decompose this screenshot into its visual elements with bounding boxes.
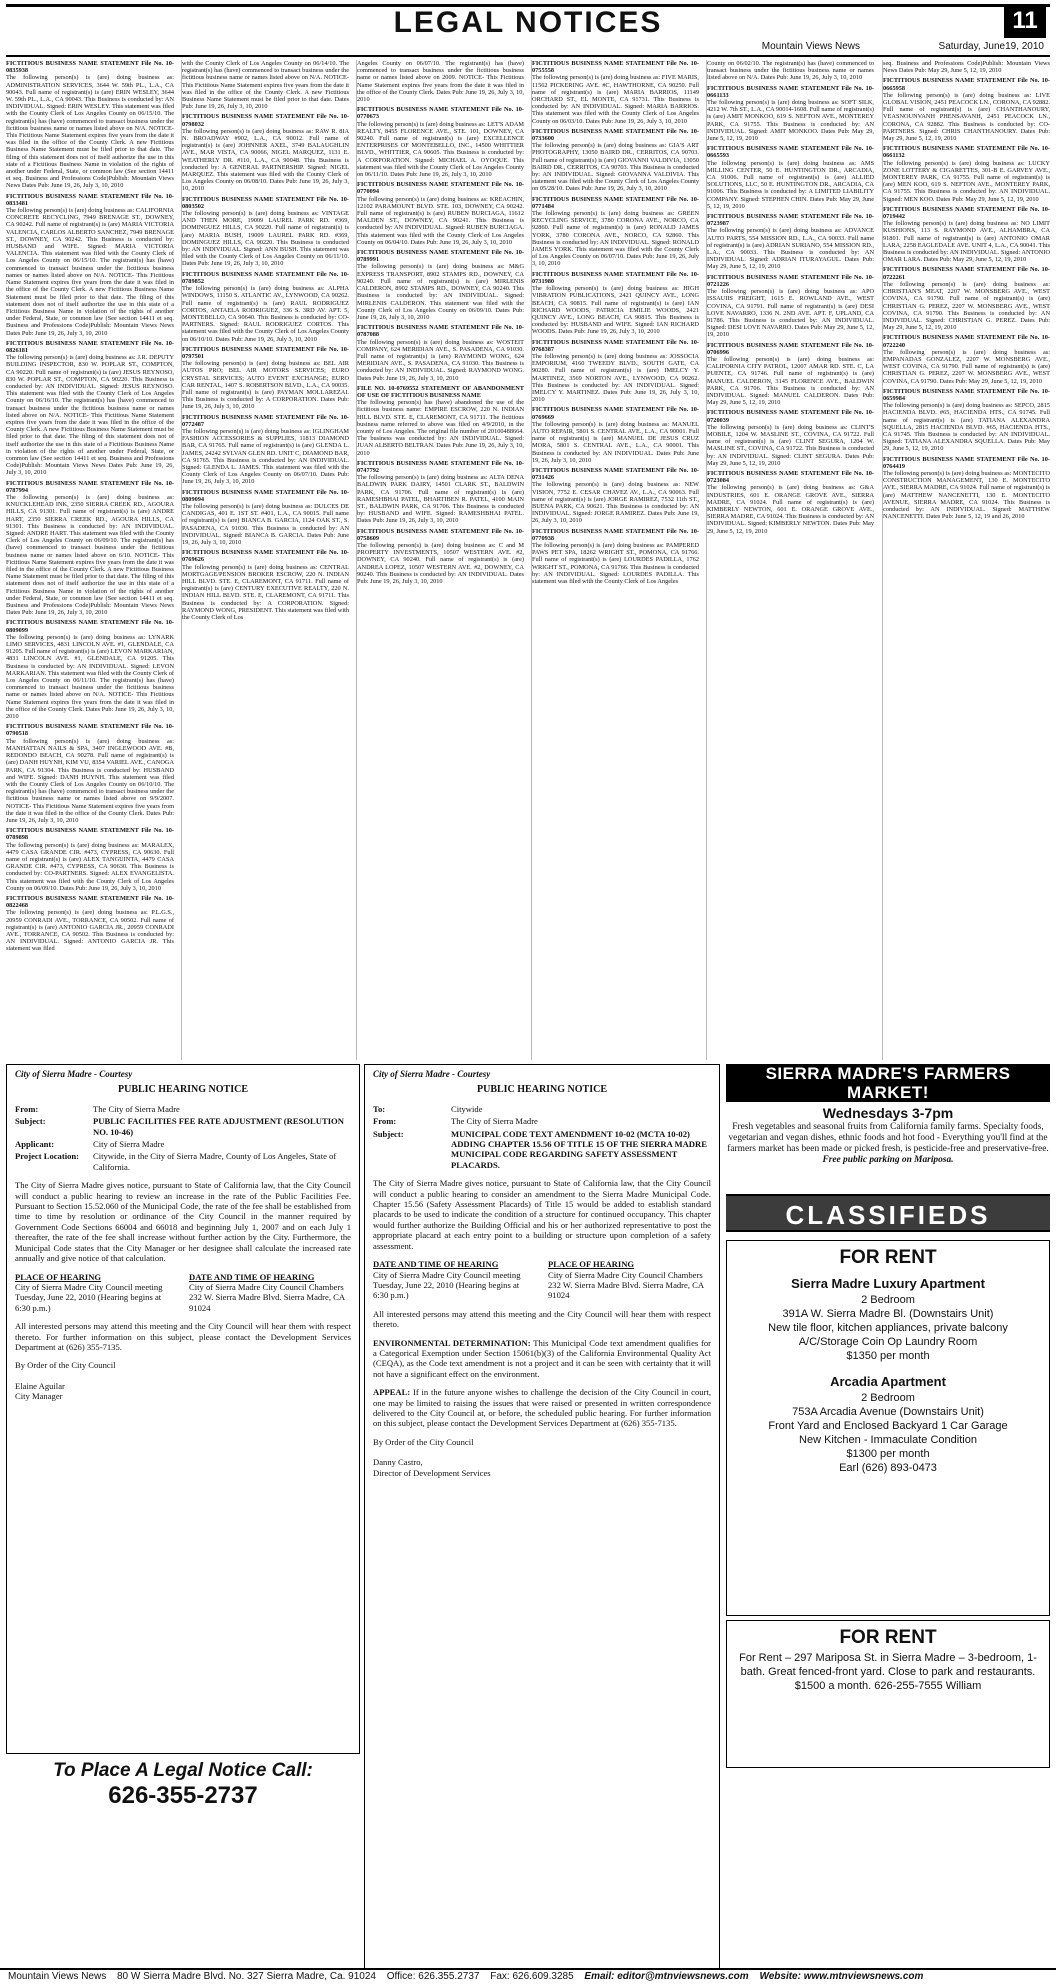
signature-name: Danny Castro,: [373, 1457, 423, 1468]
legal-notice: [883, 266, 1050, 331]
notice-body: The following person(s) is (are) doing business as: LUCKY ZONE LOTTERY & CIGARETTES, 301-B E. GARVEY AVE., MONTEREY PARK, CA 91755. Full name of registrant(s) is (are) MEN KOO, 619 S. NEFTON AVE., MONTEREY PARK, CA 91755. This Business is conducted by: AN INDIVIDUAL. Signed: MEN KOO. Dates Pub: May 29, June 5, 12, 19, 2010: [883, 159, 1050, 203]
notice-heading: FICTITIOUS BUSINESS NAME STATEMENT File No. 10-0768387: [532, 338, 699, 353]
hearing-row-value: The City of Sierra Madre: [93, 1103, 180, 1114]
notice-heading: FICTITIOUS BUSINESS NAME STATEMENT File No. 10-0764419: [883, 455, 1050, 470]
hearing-row-value: Citywide: [451, 1103, 483, 1114]
notice-body: The following person(s) is (are) doing business as: G&A INDUSTRIES, 601 E. ORANGE GROVE AVE., SIERRA MADRE, CA 91024. Full name of registrant(s) is (are) KIMBERLY NEWTON, 601 E. ORANGE GROVE AVE., SIERRA MADRE, CA 91024. This Business is conducted by: AN INDIVIDUAL. Signed: KIMBERLY NEWTON. Dates Pub: May 29, June 5, 12, 19, 2010: [707, 484, 874, 535]
rental-ad-apartments: [726, 1240, 1050, 1616]
notice-heading: FICTITIOUS BUSINESS NAME STATEMENT File No. 10-0803502: [182, 195, 349, 210]
appeal-text: If in the future anyone wishes to challenge the decision of the City Council in court, one may be limited to raising the issues that were raised or presented in written correspondence delivered to the City Council at, or before, the scheduled public hearing. For further information on this subject, please contact the Development Services Department at (626) 355-7135.: [373, 1387, 711, 1429]
hearing-rows: [15, 1104, 351, 1172]
notice-body: The following person(s) is (are) doing business as: J.R. DEPUTY BUILDING INSPECTOR, 830 W. POPLAR ST., COMPTON, CA 90220. Full name of registrant(s) is (are) JESUS REYNOSO, 830 W. POPLAR ST., COMPTON, CA 90220. This Business is conducted by: AN INDIVIDUAL. Signed: JESUS REYNOSO. This statement was filed with the County Clerk of Los Angeles County on 06/16/10. The registrant(s) has (have) commenced to transact business under the fictitious business name or names listed above on N/A. NOTICE- This Fictitious Name Statement expires five years from the date it was filed in the office of the County Clerk. A new Fictitious Business Name Statement must be filed prior to that date. The filing of this statement does not of itself authorize the use in this state of a Fictitious Business Name in violation of the rights of another under Federal, State, or common law (See section 14411 et seq. Business and Professions Code)Publish: Mountain Views News Dates Pub: June 19, 26, July 3, 10, 2010: [6, 354, 174, 477]
legal-notice: [182, 549, 349, 621]
hearing-order: By Order of the City Council: [15, 1360, 116, 1371]
notice-heading: FICTITIOUS BUSINESS NAME STATEMENT File No. 10-0720039: [707, 409, 874, 424]
masthead: [0, 0, 1056, 40]
date-label: DATE AND TIME OF HEARING: [189, 1271, 315, 1282]
notice-heading: FICTITIOUS BUSINESS NAME STATEMENT File No. 10-0722240: [883, 334, 1050, 349]
legal-notice: [707, 145, 874, 210]
notice-heading: FICTITIOUS BUSINESS NAME STATEMENT File No. 10-0826181: [6, 339, 174, 354]
notice-body: The following person(s) is (are) doing business as: GIA'S ART PHOTOGRAPHY, 13050 BAIRD DR., CERRITOS, CA 90703. Full name of registrant(s) is (are) GIOVANNI VALDIVIA, 13050 BAIRD DR., CERRITOS, CA 90703. This Business is conducted by: AN INDIVIDUAL. Signed: GIOVANNA VALDIVIA. This statement was filed with the County Clerk of Los Angeles County on 05/28/10. Dates Pub: June 19, 26, July 3, 10, 2010: [532, 142, 699, 193]
notice-body: The following person(s) is (are) doing business as: SOFT SILK, 4212 W. 7th ST., L.A., CA 90014-1608. Full name of registrant(s) is (are) AMIT MONKOO, 619 S. NEFTON AVE., MONTEREY PARK, CA 91755. This Business is conducted by: AN INDIVIDUAL. Signed: AMIT MONKOO. Dates Pub: May 29, June 5, 12, 19, 2010: [707, 99, 874, 143]
notice-heading: FICTITIOUS BUSINESS NAME STATEMENT File No. 10-0659984: [883, 387, 1050, 402]
notice-heading: FICTITIOUS BUSINESS NAME STATEMENT File No. 10-0770938: [532, 527, 699, 542]
ad-line: New Kitchen - Immaculate Condition: [799, 1434, 977, 1446]
notice-body: The following person(s) is (are) doing business as: IGLINGHAM FASHION ACCESSORIES & SUPPLIES, 11813 DIAMOND BAR, CA 91765. Full name of registrant(s) is (are) GLENDA L. JAMES, 24242 SYLVAN GLEN RD. UNIT C, DIAMOND BAR, CA 91765. This Business is conducted by: AN INDIVIDUAL. Signed: GLENDA L. JAMES. This statement was filed with the County Clerk of Los Angeles County on 06/07/10. Dates Pub: June 19, 26, July 3, 10, 2010: [182, 427, 349, 486]
notice-heading: FICTITIOUS BUSINESS NAME STATEMENT File No. 10-0771484: [532, 195, 699, 210]
classifieds-banner: CLASSIFIEDS: [726, 1194, 1050, 1232]
hearing-row-key: Applicant:: [15, 1139, 55, 1150]
legal-notice: [357, 249, 524, 321]
notice-body: The following person(s) is (are) doing business as: KREACHIN, 12102 PARAMOUNT BLVD. STE. 103, DOWNEY, CA 90242. Full name of registrant(s) is (are) RUBEN BURCIAGA, 11612 MALDEN ST., DOWNEY, CA 90241. This Business is conducted by: AN INDIVIDUAL. Signed: RUBEN BURCIAGA. This statement was filed with the County Clerk of Los Angeles County on 06/04/10. Dates Pub: June 19, 26, July 3, 10, 2010: [357, 195, 524, 246]
notice-heading: FICTITIOUS BUSINESS NAME STATEMENT File No. 10-0661132: [883, 145, 1050, 160]
notice-body: The following person(s) is (are) doing business as: ADVANCE AUTO PARTS, 554 MISSION RD., L.A., CA 90033. Full name of registrant(s) is (are) ADRIAN SURIANO, 554 MISSION RD., L.A., CA 90033. This Business is conducted by: AN INDIVIDUAL. Signed: ADRIAN ITURAYAGUL. Dates Pub: May 29, June 5, 12, 19, 2010: [707, 227, 874, 271]
hearing-row-key: Subject:: [15, 1116, 46, 1127]
market-hours: Wednesdays 3-7pm: [822, 1105, 954, 1121]
farmers-market-banner: [726, 1064, 1050, 1102]
notice-heading: FICTITIOUS BUSINESS NAME STATEMENT File No. 10-0733600: [532, 127, 699, 143]
ad-line: Earl (626) 893-0473: [839, 1462, 937, 1474]
notice-heading: FICTITIOUS BUSINESS NAME STATEMENT File No. 10-0789852: [182, 270, 349, 285]
masthead-subbar: [0, 41, 1056, 57]
notice-heading: FICTITIOUS BUSINESS NAME STATEMENT File No. 10-0770673: [357, 106, 524, 121]
legal-notice: [6, 895, 174, 953]
legal-notice: [357, 60, 524, 103]
hearing-row: [373, 1104, 711, 1114]
ad-line: $1350 per month: [846, 1350, 930, 1362]
hearing-row-key: Subject:: [373, 1128, 404, 1139]
legal-notice: [182, 196, 349, 268]
legal-notice: [182, 414, 349, 486]
legal-notice: [532, 271, 699, 336]
notice-heading: FICTITIOUS BUSINESS NAME STATEMENT File No. 10-0665593: [707, 145, 874, 160]
footer-fax: Fax: 626.609.3285: [490, 1971, 574, 1982]
notice-heading: FICTITIOUS BUSINESS NAME STATEMENT File No. 10-0789898: [6, 827, 174, 842]
notice-body: The following person(s) is (are) doing business as: EMPANADAS GONZALEZ, 2207 W. MONSBERG AVE., WEST COVINA, CA 91790. Full name of registrant(s) is (are) CHRISTIAN G. PEREZ, 2207 W. MONSBERG AVE., WEST COVINA, CA 91790. Dates Pub: May 29, June 5, 12, 19, 2010: [883, 348, 1050, 385]
notice-heading: FICTITIOUS BUSINESS NAME STATEMENT File No. 10-0809099: [6, 619, 174, 634]
notice-heading: FILE NO. 10-0769552 STATEMENT OF ABANDONMENT OF USE OF FICTITIOUS BUSINESS NAME: [357, 384, 524, 399]
notice-body: The following person(s) is (are) doing business as: CLINT'S MOBILE, 1204 W. MASLINE ST., COVINA, CA 91722. Full name of registrant(s) is (are) CLINT SEGURA, 1204 W. MASLINE ST., COVINA, CA 91722. This Business is conducted by: AN INDIVIDUAL. Signed: CLINT SEGURA. Dates Pub: May 29, June 5, 12, 19, 2010: [707, 423, 874, 467]
notice-heading: FICTITIOUS BUSINESS NAME STATEMENT File No. 10-0769669: [532, 406, 699, 421]
ad-line: 2 Bedroom: [861, 1294, 915, 1306]
signature-name: Elaine Aguilar: [15, 1380, 65, 1391]
legal-notice: [357, 528, 524, 586]
notice-body: The following person(s) is (are) doing business as: P.L.G.S., 20959 CONRADI AVE., TORRANCE, CA 90502. Full name of registrant(s) is (are) ANTONIO GARCIA JR., 20959 CONRADI AVE., TORRANCE, CA 90502. This Business is conducted by: AN INDIVIDUAL. Signed: ANTONIO GARCIA JR. This statement was filed: [6, 909, 174, 953]
place-of-hearing: [15, 1272, 177, 1314]
notice-heading: FICTITIOUS BUSINESS NAME STATEMENT File No. 10-0835938: [6, 60, 174, 75]
hearing-row: [15, 1139, 351, 1149]
hearing-rows: [373, 1104, 711, 1170]
notice-body: The following person(s) is (are) doing business as: NO LIMIT KUSHIONS, 113 S. RAYMOND AVE., ALHAMBRA, CA 91801. Full name of registrant(s) is (are) ANTONIO OMAR LARA, 2258 EAGLEDALE AVE. UNIT 4, L.A., CA 90041. This Business is conducted by: AN INDIVIDUAL. Signed: ANTONIO OMAR LARA. Dates Pub: May 29, June 5, 12, 19, 2010: [883, 220, 1050, 264]
appeal: [373, 1387, 711, 1429]
notice-body: The following person(s) is (are) doing business as: GREEN RECYCLING SERVICE, 3780 CORONA AVE., NORCO, CA 92860. Full name of registrant(s) is (are) RONALD JAMES YORK, 3780 CORONA AVE., NORCO, CA 92860. This Business is conducted by: AN INDIVIDUAL. Signed: RONALD JAMES YORK. This statement was filed with the County Clerk of Los Angeles County on 06/07/10. Dates Pub: June 19, 26, July 3, 10, 2010: [532, 210, 699, 268]
notice-heading: FICTITIOUS BUSINESS NAME STATEMENT File No. 10-0770094: [357, 181, 524, 196]
page-number: 11: [1004, 4, 1046, 38]
place-notice-phone: 626-355-2737: [108, 1782, 258, 1809]
notice-column-2: [181, 60, 349, 1060]
courtesy-label: City of Sierra Madre - Courtesy: [15, 1069, 133, 1079]
notice-column-4: [531, 60, 699, 1060]
legal-notice: [707, 409, 874, 467]
page-title: LEGAL NOTICES: [393, 6, 663, 39]
legal-notice: [707, 213, 874, 271]
legal-notice: [6, 827, 174, 892]
rental-ad-house: [726, 1620, 1050, 1768]
legal-notice: [532, 528, 699, 586]
date-of-hearing: [373, 1259, 536, 1301]
notice-columns: [6, 60, 1050, 1060]
notice-body: The following person(s) is (are) doing business as: SEPCO, 2815 HACIENDA BLVD. #65, HACIENDA HTS., CA 91745. Full name of registrant(s) is (are) TATIANA ALEXANDRA SQUELLA, 2815 HACIENDA BLVD. #65, HACIENDA HTS., CA 91745. This Business is conducted by: AN INDIVIDUAL. Signed: TATIANA ALEXANDRA SQUELLA. Dates Pub: May 29, June 5, 12, 19, 2010: [883, 402, 1050, 453]
legal-notice: [707, 85, 874, 143]
public-hearing-notice-fees: [6, 1064, 360, 1754]
place-legal-notice: [6, 1760, 360, 1834]
legal-notice: [532, 128, 699, 193]
notice-body: The following person(s) is (are) doing business as: ADMINISTRATION SERVICES, 3644 W. 59th PL., L.A., CA 90043. Full name of registrant(s) is (are) ERIN WESLEY, 3644 W. 59th PL., L.A., CA 90043. This Business is conducted by: AN INDIVIDUAL. Signed: ERIN WESLEY. This statement was filed with the County Clerk of Los Angeles County on 06/15/10. The registrant(s) has (have) commenced to transact business under the fictitious business name or names listed above on N/A. NOTICE- This Fictitious Name Statement expires five years from the date it was filed in the office of the County Clerk. A new Fictitious Business Name Statement must be filed prior to that date. The filing of this statement does not of itself authorize the use in this state of a Fictitious Business Name in violation of the rights of another under Federal, State, or common law (See section 14411 et seq. Business and Professions Code)Publish: Mountain Views News Dates Pub: June 19, 26, July 3, 10, 2010: [6, 74, 174, 190]
notice-heading: FICTITIOUS BUSINESS NAME STATEMENT File No. 10-0787994: [6, 479, 174, 494]
notice-heading: FICTITIOUS BUSINESS NAME STATEMENT File No. 10-0731980: [532, 270, 699, 285]
notice-column-1: [6, 60, 174, 1060]
ad-line: 391A W. Sierra Madre Bl. (Downstairs Unit): [782, 1308, 994, 1320]
ad-heading: FOR RENT: [839, 1247, 937, 1268]
notice-body: The following person(s) is (are) doing business as: CHRISTIAN'S MEAT, 2207 W. MONSBERG AVE., WEST COVINA, CA 91790. Full name of registrant(s) is (are) CHRISTIAN G. PEREZ, 2207 W. MONSBERG AVE., WEST COVINA, CA 91790. This Business is conducted by: AN INDIVIDUAL. Signed: CHRISTIAN G. PEREZ. Dates Pub: May 29, June 5, 12, 19, 2010: [883, 280, 1050, 332]
notice-body: The following person(s) is (are) doing business as: C and M PROPERTY INVESTMENTS, 10507 WESTERN AVE. #2, DOWNEY, CA 90240. Full name of registrant(s) is (are) ANDREA LOPEZ, 10507 WESTERN AVE. #2, DOWNEY, CA 90240. This Business is conducted by: AN INDIVIDUAL. Dates Pub: June 19, 26, July 3, 10, 2010: [357, 542, 524, 586]
hearing-row: [15, 1151, 351, 1172]
legal-notice: [6, 480, 174, 617]
date-lines: City of Sierra Madre City Council Chambers 232 W. Sierra Madre Blvd. Sierra Madre, CA 91024: [189, 1281, 345, 1313]
hearing-paragraph-2: All interested persons may attend this meeting and the City Council will hear them with respect thereto.: [373, 1308, 711, 1330]
legal-notice: [532, 60, 699, 125]
market-description: Fresh vegetables and seasonal fruits from California family farms. Specialty foods, vegetarian and vegan dishes, ethnic foods and hot food - Everything you'll find at the farmers market has been made or picked fresh, is pesticide-free and preservative-free.: [727, 1122, 1049, 1154]
notice-column-5: [706, 60, 874, 1060]
hearing-row: [373, 1116, 711, 1126]
ad-text: For Rent – 297 Mariposa St. in Sierra Madre – 3-bedroom, 1-bath. Great fenced-front yard. Close to park and restaurants. $1500 a month. 626-255-7555 William: [739, 1652, 1037, 1692]
notice-column-6: [882, 60, 1050, 1060]
hearing-row: [15, 1116, 351, 1137]
notice-heading: FICTITIOUS BUSINESS NAME STATEMENT File No. 10-0822468: [6, 894, 174, 910]
farmers-market-info: [726, 1104, 1050, 1194]
notice-heading: FICTITIOUS BUSINESS NAME STATEMENT File No. 10-0809094: [182, 488, 349, 503]
notice-heading: FICTITIOUS BUSINESS NAME STATEMENT File No. 10-0772487: [182, 413, 349, 428]
place-lines: City of Sierra Madre City Council meeting Tuesday, June 22, 2010 (Hearing begins at 6:30 p.m.): [15, 1281, 163, 1313]
legal-notice: [707, 60, 874, 82]
hearing-order: By Order of the City Council: [373, 1436, 474, 1447]
place-notice-text: To Place A Legal Notice Call:: [53, 1760, 313, 1781]
ad-heading: FOR RENT: [839, 1627, 937, 1648]
legal-notice: [707, 470, 874, 535]
notice-body: The following person(s) is (are) doing business as: KNUCKLEHEAD INK, 2350 SIERRA CREEK RD., AGOURA HILLS, CA 91301. Full name of registrant(s) is (are) ANDRE HART, 2350 SIERRA CREEK RD., AGOURA HILLS, CA 91301. This Business is conducted by: AN INDIVIDUAL. Signed: ANDRE HART. This statement was filed with the County Clerk of Los Angeles County on 06/09/10. The registrant(s) has (have) commenced to transact business under the fictitious business name or names listed above on 6/10. NOTICE- This Fictitious Name Statement expires five years from the date it was filed in the office of the County Clerk. A new Fictitious Business Name Statement must be filed prior to that date. The filing of this statement does not of itself authorize the use in this state of a Fictitious Business Name in violation of the rights of another under Federal, State, or common law (See section 14411 et seq. Business and Professions Code)Publish: Mountain Views News Dates Pub: June 19, 26, July 3, 10, 2010: [6, 493, 174, 617]
notice-heading: FICTITIOUS BUSINESS NAME STATEMENT File No. 10-0723987: [707, 213, 874, 228]
notice-heading: FICTITIOUS BUSINESS NAME STATEMENT File No. 10-0661133: [707, 84, 874, 99]
apartment-details: [731, 1293, 1045, 1363]
notice-body: The following person(s) is (are) doing business as: WOSTEIT COMPANY, 624 MERIDIAN AVE., S. PASADENA, CA 91030. Full name of registrant(s) is (are) RAYMOND WONG, 624 MERIDIAN AVE., S. PASADENA, CA 91030. This Business is conducted by: AN INDIVIDUAL. Signed: RAYMOND WONG. Dates Pub: June 19, 26, July 3, 10, 2010: [357, 338, 524, 382]
courtesy-label: City of Sierra Madre - Courtesy: [373, 1069, 491, 1079]
hearing-row-key: To:: [373, 1103, 386, 1114]
notice-body: The following person(s) is (are) doing business as: APO ISSAUIIS FREIGHT, 1615 E. ROWLAND AVE., WEST COVINA, CA 91791. Full name of registrant(s) is (are) DESI LOVE NAVARRO, 1336 N. 2ND AVE. APT. F, UPLAND, CA 91786. This Business is conducted by: AN INDIVIDUAL. Signed: DESI LOVE NAVARRO. Dates Pub: May 29, June 5, 12, 19, 2010: [707, 288, 874, 339]
ad-line: 2 Bedroom: [861, 1392, 915, 1404]
legal-notice: [532, 339, 699, 404]
page-footer: [0, 1968, 1056, 1985]
footer-paper: Mountain Views News: [8, 1971, 107, 1982]
notice-heading: FICTITIOUS BUSINESS NAME STATEMENT File No. 10-0833481: [6, 192, 174, 207]
notice-body: The following person(s) is (are) doing business as: VINTAGE AND THEN MORE, 19009 LAUREL PARK RD. #369, DOMINGUEZ HILLS, CA 90220. Full name of registrant(s) is (are) MARIA BUSH, 19009 LAUREL PARK RD. #369, DOMINGUEZ HILLS, CA 90220. This Business is conducted by: AN INDIVIDUAL. Signed: ANN BUSH. This statement was filed with the County Clerk of Los Angeles County on 06/11/10. Dates Pub: June 19, 26, July 3, 10, 2010: [182, 210, 349, 268]
notice-column-3: [356, 60, 524, 1060]
legal-notice: [357, 385, 524, 457]
notice-body: The following person(s) is (are) doing business as: ALTA DENA BALDWIN PARK DAIRY, 14501 CLARK ST., BALDWIN PARK, CA 91706. Full name of registrant(s) is (are) RAMESHBHAI PATEL, BHARTIBEN R. PATEL, 4100 MAIN ST., BALDWIN PARK, CA 91706. This Business is conducted by: HUSBAND and WIFE. Signed: RAMESHBHAI PATEL. Dates Pub: June 19, 26, July 3, 10, 2010: [357, 474, 524, 525]
footer-office: Office: 626.355.2737: [386, 1971, 480, 1982]
notice-heading: FICTITIOUS BUSINESS NAME STATEMENT File No. 10-0789991: [357, 249, 524, 264]
env-text: This Municipal Code text amendment qualifies for a Categorical Exemption under Section 15061(b)(3) of the California Environmental Quality Act (CEQA), as the Code text amendment is not a project and it can be seen with certainty that it will not have a significant effect on the environment.: [373, 1337, 711, 1379]
hearing-row-key: From:: [15, 1103, 39, 1114]
notice-body: The following person(s) is (are) doing business as: CENTRAL MORTGAGE/PENSION BROKER ESCROW, 220 N. INDIAN HILL BLVD. STE. E, CLAREMONT, CA 91711. Full name of registrant(s) is (are) CENTURY EXECUTIVE REALTY, 220 N. INDIAN HILL BLVD. STE. E, CLAREMONT, CA 91711. This Business is conducted by: A CORPORATION. Signed: RAYMOND WONG, PRESIDENT. This statement was filed with the County Clerk of Los: [182, 563, 349, 622]
legal-notice: [182, 489, 349, 547]
hearing-paragraph: The City of Sierra Madre gives notice, pursuant to State of California law, that the City Council will conduct a public hearing to consider an amendment to the Sierra Madre Municipal Code. Chapter 15.56 (Safety Assessment Placards) of Title 15 would be added to establish standard placards to be used to indicate the condition of a structure for continued occupancy. This chapter would further authorize the Building Official and his or her authorized representative to post the appropriate placard at each entry point to a building or structure upon completion of a safety assessment.: [373, 1178, 711, 1251]
place-label: PLACE OF HEARING: [548, 1259, 635, 1270]
notice-body: The following person(s) is (are) doing business as: CALIFORNIA CITY PATROL, 12007 AMAR RD. STE. C, LA PUENTE, CA 91746. Full name of registrant(s) is (are) MANUEL CALDERON, 3145 FLORENCE AVE., BALDWIN PARK, CA 91706. This Business is conducted by: AN INDIVIDUAL. Signed: MANUEL CALDERON. Dates Pub: May 29, June 5, 12, 19, 2010: [707, 355, 874, 407]
notice-heading: FICTITIOUS BUSINESS NAME STATEMENT File No. 10-0665958: [883, 77, 1050, 92]
apartment-details-2: [731, 1391, 1045, 1475]
notice-body: Angeles County on 06/07/10. The registrant(s) has (have) commenced to transact business under the fictitious business name or names listed above on 2009. NOTICE- This Fictitious Name Statement expires five years from the date it was filed in the office of the County Clerk. Dates Pub: June 19, 26, July 3, 10, 2010: [357, 60, 524, 104]
hearing-title: PUBLIC HEARING NOTICE: [476, 1084, 608, 1096]
legal-notice: [883, 77, 1050, 142]
notice-body: The following person(s) is (are) doing business as: LET'S ADAM REALTY, 8455 FLORENCE AVE., STE. 101, DOWNEY, CA 90240. Full name of registrant(s) is (are) EXCELLENCE ENTERPRISES OF MONTEBELLO, INC., 14500 WHITTIER BLVD., WHITTIER, CA 90605. This Business is conducted by: A CORPORATION. Signed: MICHAEL A. OYOQUE. This statement was filed with the County Clerk of Los Angeles County on 06/11/10. Dates Pub: June 19, 26, July 3, 10, 2010: [357, 120, 524, 179]
notice-body: The following person(s) is (are) doing business as: MANUEL AUTO REPAIR, 5801 S. CENTRAL AVE., L.A., CA 90001. Full name of registrant(s) is (are) MANUEL DE JESUS CRUZ MORA, 5801 S. CENTRAL AVE., L.A., CA 90001. This Business is conducted by: AN INDIVIDUAL. Dates Pub: June 19, 26, July 3, 10, 2010: [532, 420, 699, 464]
notice-body: The following person(s) is (are) doing business as: CALIFORNIA CONCRETE RECYCLING, 7949 BRENAGE ST., DOWNEY, CA 90242. Full name of registrant(s) is (are) MARIA VICTORIA VALENCIA, CARLOS ALBERTO SANCHEZ, 7949 BRENAGE ST., DOWNEY, CA 90242. This Business is conducted by: HUSBAND and WIFE. Signed: MARIA VICTORIA VALENCIA. This statement was filed with the County Clerk of Los Angeles County on 06/15/10. The registrant(s) has (have) commenced to transact business under the fictitious business names or names listed above on N/A. NOTICE- This Fictitious Name Statement expires five years from the date it was filed in the office of the County Clerk. A new Fictitious Business Name Statement must be filed prior to that date. The filing of this statement does not of itself authorize the use in this state of a Fictitious Business Name in violation of the rights of another under Federal, State, or common law (See section 14411 et seq. Business and Professions Code)Publish: Mountain Views News Dates Pub: June 19, 26, July 3, 10, 2010: [6, 207, 174, 337]
legal-notice: [883, 456, 1050, 521]
notice-heading: FICTITIOUS BUSINESS NAME STATEMENT File No. 10-0731426: [532, 466, 699, 482]
legal-notice: [532, 467, 699, 525]
notice-heading: FICTITIOUS BUSINESS NAME STATEMENT File No. 10-0797501: [182, 345, 349, 360]
place-label: PLACE OF HEARING: [15, 1271, 102, 1282]
notice-body: The following person(s) is (are) doing business as: LYNARK LIMO SERVICES, 4831 LINCOLN AVE. #1, GLENDALE, CA 91205. Full name of registrant(s) is (are) LEVON MARKARIAN, 4831 LINCOLN AVE. #1, GLENDALE, CA 91205. This Business is conducted by: AN INDIVIDUAL. Signed: LEVON MARKARIAN. This statement was filed with the County Clerk of Los Angeles County on 06/11/10. The registrant(s) has (have) commenced to transact business under the fictitious business name or names listed above on N/A. NOTICE- This Fictitious Name Statement expires five years from the date it was filed in the office of the County Clerk. Dates Pub: June 19, 26, July 3, 10, 2010: [6, 633, 174, 721]
paper-name: Mountain Views News: [761, 41, 860, 52]
hearing-row-value: PUBLIC FACILITIES FEE RATE ADJUSTMENT (RESOLUTION NO. 10-46): [93, 1116, 344, 1137]
place-of-hearing: [548, 1259, 711, 1301]
legal-notice: [883, 60, 1050, 74]
notice-body: The following person(s) is (are) doing business as: HIGH VIBRATION PUBLICATIONS, 2421 QUINCY AVE., LONG BEACH, CA 90815. Full name of registrant(s) is (are) IAN RICHARD WOODS, PATRICIA EMILIE WOODS, 2421 QUINCY AVE., LONG BEACH, CA 90815. This Business is conducted by: HUSBAND and WIFE. Signed: IAN RICHARD WOODS. Dates Pub: June 19, 26, July 3, 10, 2010: [532, 285, 699, 336]
notice-body: The following person(s) is (are) doing business as: LIVE GLOBAL VISION, 2451 PEACOCK LN., CORONA, CA 92882. Full name of registrant(s) is (are) CHANTHANOURY, VEASNOUNVANH PHENSAVANH, 2451 PEACOCK LN., CORONA, CA 92882. This Business is conducted by: CO-PARTNERS. Signed: CHRIS CHANTHANOURY. Dates Pub: May 29, June 5, 12, 19, 2010: [883, 91, 1050, 143]
legal-notice: [532, 196, 699, 268]
legal-notice: [357, 324, 524, 382]
hearing-row: [15, 1104, 351, 1114]
ad-line: A/C/Storage Coin Op Laundry Room: [798, 1336, 978, 1348]
env-label: ENVIRONMENTAL DETERMINATION:: [373, 1337, 531, 1348]
legal-notice: [182, 346, 349, 411]
legal-notice: [883, 388, 1050, 453]
notice-heading: FICTITIOUS BUSINESS NAME STATEMENT File No. 10-0787088: [357, 324, 524, 339]
legal-notice: [357, 460, 524, 525]
ad-line: Front Yard and Enclosed Backyard 1 Car Garage: [768, 1420, 1008, 1432]
hearing-row-value: MUNICIPAL CODE TEXT AMENDMENT 10-02 (MCTA 10-02) ADDING CHAPTER 15.56 OF TITLE 15 OF THE SIERRA MADRE MUNICIPAL CODE REGARDING SAFETY ASSESSMENT PLACARDS.: [451, 1128, 707, 1170]
notice-body: The following person(s) is (are) doing business as: MANHATTAN NAILS & SPA, 3407 INGLEWOOD AVE. #B, REDONDO BEACH, CA 90278. Full name of registrant(s) is (are) DANH HUYNH, KIM VU, 8354 VARIEL AVE., CANOGA PARK, CA 91304. This Business is conducted by: HUSBAND and WIFE. Signed: DANH HUYNH. This statement was filed with the County Clerk of Los Angeles County on 06/10/10. The registrant(s) has (have) commenced to transact business under the fictitious business name or names listed above on 9/9/2007. NOTICE- This Fictitious Name Statement expires five years from the date it was filed in the office of the County Clerk. Dates Pub: June 19, 26, July 3, 10, 2010: [6, 737, 174, 824]
legal-notice: [182, 271, 349, 343]
notice-heading: FICTITIOUS BUSINESS NAME STATEMENT File No. 10-0790518: [6, 723, 174, 738]
ad-line: 753A Arcadia Avenue (Downstairs Unit): [792, 1406, 984, 1418]
footer-address: 80 W Sierra Madre Blvd. No. 327 Sierra Madre, Ca. 91024: [116, 1971, 376, 1982]
hearing-row-value: The City of Sierra Madre: [451, 1116, 538, 1127]
signature-title: City Manager: [15, 1391, 63, 1402]
notice-body: The following person(s) is (are) doing business as: ALPHA WINDOWS, 11150 S. ATLANTIC AV., LYNWOOD, CA 90262. Full name of registrant(s) is (are) RAUL RODRIGUEZ CORTOS, ANTAELA RODRIGUEZ, 336 S. 3RD AV. APT. 5, MONTEBELLO, CA 90640. This Business is conducted by: CO-PARTNERS. Signed: RAUL RODRIGUEZ CORTOS. This statement was filed with the County Clerk of Los Angeles County on 06/10/10. Dates Pub: June 19, 26, July 3, 10, 2010: [182, 285, 349, 343]
public-hearing-notice-placards: [364, 1064, 720, 1969]
hearing-paragraph: The City of Sierra Madre gives notice, pursuant to State of California law, that the City Council will conduct a public hearing to review an increase in the rate of the Public Facilities Fee. Pursuant to Section 15.52.060 of the Municipal Code, the rate of the fee shall be established from time to time by resolution or ordinance of the City Council in the manner required by Government Code Sections 66004 and 66018 and beginning July 1, 2007 and on each July 1 thereafter, the rate of the fee shall increase without further action by the City. Furthermore, the Municipal Code states that the City Manager or her designee shall calculate the increased rate annually and give notice of that calculation.: [15, 1180, 351, 1264]
notice-heading: FICTITIOUS BUSINESS NAME STATEMENT File No. 10-0758609: [357, 527, 524, 542]
legal-notice: [532, 406, 699, 464]
notice-body: seq. Business and Professions Code)Publish: Mountain Views News Dates Pub: May 29, June 5, 12, 19, 2010: [883, 60, 1050, 75]
legal-notice: [6, 723, 174, 824]
subbar-rule: [6, 55, 1050, 57]
place-lines: City of Sierra Madre City Council Chambers 232 W. Sierra Madre Blvd. Sierra Madre, CA 91024: [548, 1269, 704, 1301]
notice-heading: FICTITIOUS BUSINESS NAME STATEMENT File No. 10-0747792: [357, 459, 524, 474]
legal-notice: [6, 340, 174, 477]
notice-body: with the County Clerk of Los Angeles County on 06/14/10. The registrant(s) has (have) commenced to transact business under the fictitious business name or names listed above on N/A. NOTICE- This Fictitious Name Statement expires five years from the date it was filed in the office of the County Clerk. A new Fictitious Business Name Statement must be filed prior to that date. Dates Pub: June 19, 26, July 3, 10, 2010: [182, 60, 349, 111]
ad-line: New tile floor, kitchen appliances, private balcony: [768, 1322, 1008, 1334]
notice-heading: FICTITIOUS BUSINESS NAME STATEMENT File No. 10-0719442: [883, 205, 1050, 221]
hearing-date-place: [373, 1259, 711, 1301]
notice-body: The following person(s) is (are) doing business as: NEW VISION, 7752 E. CESAR CHAVEZ AV., L.A., CA 90063. Full name of registrant(s) is (are) JORGE RAMIREZ, 7532 11th ST., BUENA PARK, CA 90621. This Business is conducted by: AN INDIVIDUAL. Signed: JORGE RAMIREZ. Dates Pub: June 19, 26, July 3, 10, 2010: [532, 481, 699, 525]
notice-body: The following person(s) has (have) abandoned the use of the fictitious business name: EMPIRE ESCROW, 220 N. INDIAN HILL BLVD. STE. E, CLAREMONT, CA 91711. The fictitious business name referred to above was filed on 4/9/2010, in the county of Los Angeles. The original file number of 20100488664. The business was conducted by: AN INDIVIDUAL. Signed: JUAN ALBERTO BELTRAN. Dates Pub: June 19, 26, July 3, 10, 2010: [357, 399, 524, 457]
legal-notice: [6, 60, 174, 190]
notice-body: The following person(s) is (are) doing business as: BEL AIR AUTOS PRO; BEL AIR MOTORS SERVICES; EURO CRYSTAL SERVICES; AUTO EVENT EXCHANGE; EURO CAR RENTAL, 1407 S. ROBERTSON BLVD., L.A., CA 90035. Full name of registrant(s) is (are) PAYMAN MOLLAREZAI. This Business is conducted by: A CORPORATION. Dates Pub: June 19, 26, July 3, 10, 2010: [182, 360, 349, 411]
notice-body: The following person(s) is (are) doing business as: JOSSOCIA EMPORIUM, 4160 TWEEDY BLVD., SOUTH GATE, CA 90280. Full name of registrant(s) is (are) IMELCY Y. MARTINEZ, 3569 NORTON AVE., LYNWOOD, CA 90262. This Business is conducted by: AN INDIVIDUAL. Signed: IMELCY Y. MARTINEZ. Dates Pub: June 19, 26, July 3, 10, 2010: [532, 352, 699, 404]
signature-title: Director of Development Services: [373, 1467, 491, 1478]
hearing-row-value: Citywide, in the City of Sierra Madre, County of Los Angeles, State of California.: [93, 1151, 337, 1172]
notice-body: The following person(s) is (are) doing business as: FIVE MARIS, 11562 PICKERING AVE. #C, HAWTHORNE, CA 90250. Full name of registrant(s) is (are) MARIA BARRIOS, 11149 ORCHARD ST., EL MONTE, CA 91731. This Business is conducted by: AN INDIVIDUAL. Signed: MARIA BARRIOS. This statement was filed with the County Clerk of Los Angeles County on 06/03/10. Dates Pub: June 19, 26, July 3, 10, 2010: [532, 74, 699, 125]
hearing-title: PUBLIC HEARING NOTICE: [117, 1084, 249, 1096]
notice-body: County on 06/02/10. The registrant(s) has (have) commenced to transact business under the fictitious business name or names listed above on N/A. Dates Pub: June 19, 26, July 3, 10, 2010: [707, 60, 874, 82]
hearing-row-value: City of Sierra Madre: [93, 1139, 165, 1150]
legal-notice: [883, 334, 1050, 384]
environmental-determination: [373, 1338, 711, 1380]
notice-body: The following person(s) is (are) doing business as: PAMPERED PAWS PET SPA, 18262 WRIGHT ST., POMONA, CA 91766. Full name of registrant(s) is (are) LOURDES PADILLA, 1762 WRIGHT ST., POMONA, CA 91766. This Business is conducted by: AN INDIVIDUAL. Signed: LOURDES PADILLA. This statement was filed with the County Clerk of Los Angeles: [532, 542, 699, 586]
notice-heading: FICTITIOUS BUSINESS NAME STATEMENT File No. 10-0769626: [182, 549, 349, 564]
date-of-hearing: [189, 1272, 351, 1314]
ad-line: $1300 per month: [846, 1448, 930, 1460]
notice-body: The following person(s) is (are) doing business as: DULCES DE CANDIGAS, 401 E. 1ST ST. #401, L.A., CA 90015. Full name of registrant(s) is (are) BIANCA B. GARCIA, 1124 OAK ST., S. PASADENA, CA 91030. This Business is conducted by: AN INDIVIDUAL. Signed: BIANCA B. GARCIA. Dates Pub: June 19, 26, July 3, 10, 2010: [182, 502, 349, 546]
issue-date: Saturday, June19, 2010: [938, 41, 1044, 52]
legal-notice: [707, 274, 874, 339]
notice-body: The following person(s) is (are) doing business as: AMS MILLING CENTER, 50 E. HUNTINGTON DR., ARCADIA, CA 91006. Full name of registrant(s) is (are) ALLIED SOLUTIONS, LLC, 50 E. HUNTINGTON DR., ARCADIA, CA 91006. This Business is conducted by: A LIMITED LIABILITY COMPANY. Signed: STEPHEN CHIN. Dates Pub: May 29, June 5, 12, 19, 2010: [707, 159, 874, 210]
notice-body: The following person(s) is (are) doing business as: MARALEX, 4479 CASA GRANDE CIR. #473, CYPRESS, CA 90630. Full name of registrant(s) is (are) ALEX TANGUINTA, 4479 CASA GRANDE CIR. #473, CYPRESS, CA 90630. This Business is conducted by: CO-PARTNERS. Signed: ALEX EVANGELISTA. This statement was filed with the County Clerk of Los Angeles County on 06/09/10. Dates Pub: June 19, 26, July 3, 10, 2010: [6, 841, 174, 892]
appeal-label: APPEAL:: [373, 1387, 411, 1398]
legal-notice: [883, 145, 1050, 203]
market-parking: Free public parking on Mariposa.: [822, 1155, 954, 1165]
legal-notice: [357, 181, 524, 246]
legal-notice: [707, 342, 874, 407]
notice-heading: FICTITIOUS BUSINESS NAME STATEMENT File No. 10-0755558: [532, 60, 699, 75]
legal-notice: [182, 60, 349, 110]
notice-body: The following person(s) is (are) doing business as: MONTECITO CONSTRUCTION MANAGEMENT, 130 E. MONTECITO AVE., SIERRA MADRE, CA 91024. Full name of registrant(s) is (are) MATTHEW NANCENETTI, 130 E. MONTECITO AVENUE, SIERRA MADRE, CA 91024. This Business is conducted by: AN INDIVIDUAL. Signed: MATTHEW NANCENETTI. Dates Pub: June 5, 12, 19 and 26, 2010: [883, 469, 1050, 521]
notice-heading: FICTITIOUS BUSINESS NAME STATEMENT File No. 10-0723084: [707, 469, 874, 485]
legal-notice: [182, 113, 349, 192]
notice-heading: FICTITIOUS BUSINESS NAME STATEMENT File No. 10-0722261: [883, 266, 1050, 281]
apartment-name: Sierra Madre Luxury Apartment: [791, 1276, 985, 1291]
footer-email[interactable]: Email: editor@mtnviewsnews.com: [584, 1971, 749, 1982]
farmers-market-title: SIERRA MADRE'S FARMERS: [765, 1064, 1011, 1083]
notice-heading: FICTITIOUS BUSINESS NAME STATEMENT File No. 10-0798032: [182, 113, 349, 128]
date-lines: City of Sierra Madre City Council meeting Tuesday, June 22, 2010 (Hearing begins at 6:30 p.m.): [373, 1269, 521, 1301]
hearing-place-date: [15, 1272, 351, 1314]
hearing-row-key: From:: [373, 1116, 397, 1127]
hearing-paragraph-2: All interested persons may attend this meeting and the City Council will hear them with respect thereto. For further information on this subject, please contact the Development Services Department at (626) 355-7135.: [15, 1321, 351, 1352]
hearing-row-key: Project Location:: [15, 1151, 80, 1162]
legal-notice: [357, 106, 524, 178]
notice-body: The following person(s) is (are) doing business as: RAW R. 8IA N. BROADWAY #902, L.A., CA 90012. Full name of registrant(s) is (are) JOHNNER AXEL, 3749 BALAUGHLIN AVE., MAR VISTA, CA 90066, NIGEL MARQUEZ, 1131 E. WEATHERLY DR. #110, L.A., CA 90048. This Business is conducted by: A GENERAL PARTNERSHIP. Signed: NIGEL MARQUEZ. This statement was filed with the County Clerk of Los Angeles County on 06/08/10. Dates Pub: June 19, 26, July 3, 10, 2010: [182, 127, 349, 193]
legal-notice: [883, 206, 1050, 264]
notice-heading: FICTITIOUS BUSINESS NAME STATEMENT File No. 10-0721226: [707, 273, 874, 288]
hearing-row: [373, 1129, 711, 1171]
legal-notice: [6, 193, 174, 337]
date-label: DATE AND TIME OF HEARING: [373, 1259, 499, 1270]
legal-notice: [6, 619, 174, 720]
footer-website[interactable]: Website: www.mtnviewsnews.com: [759, 1971, 924, 1982]
farmers-market-title-2: MARKET!: [847, 1083, 929, 1102]
notice-heading: FICTITIOUS BUSINESS NAME STATEMENT File No. 10-0706996: [707, 341, 874, 356]
notice-body: The following person(s) is (are) doing business as: M&G EXPRESS TRANSPORT, 8902 STAMPS RD., DOWNEY, CA 90240. Full name of registrant(s) is (are) MIRLENIS CALDERON, 8902 STAMPS RD., DOWNEY, CA 90240. This Business is conducted by: AN INDIVIDUAL. Signed: MIRLENIS CALDERON. This statement was filed with the County Clerk of Los Angeles County on 06/09/10. Dates Pub: June 19, 26, July 3, 10, 2010: [357, 263, 524, 321]
apartment-name-2: Arcadia Apartment: [830, 1374, 946, 1389]
